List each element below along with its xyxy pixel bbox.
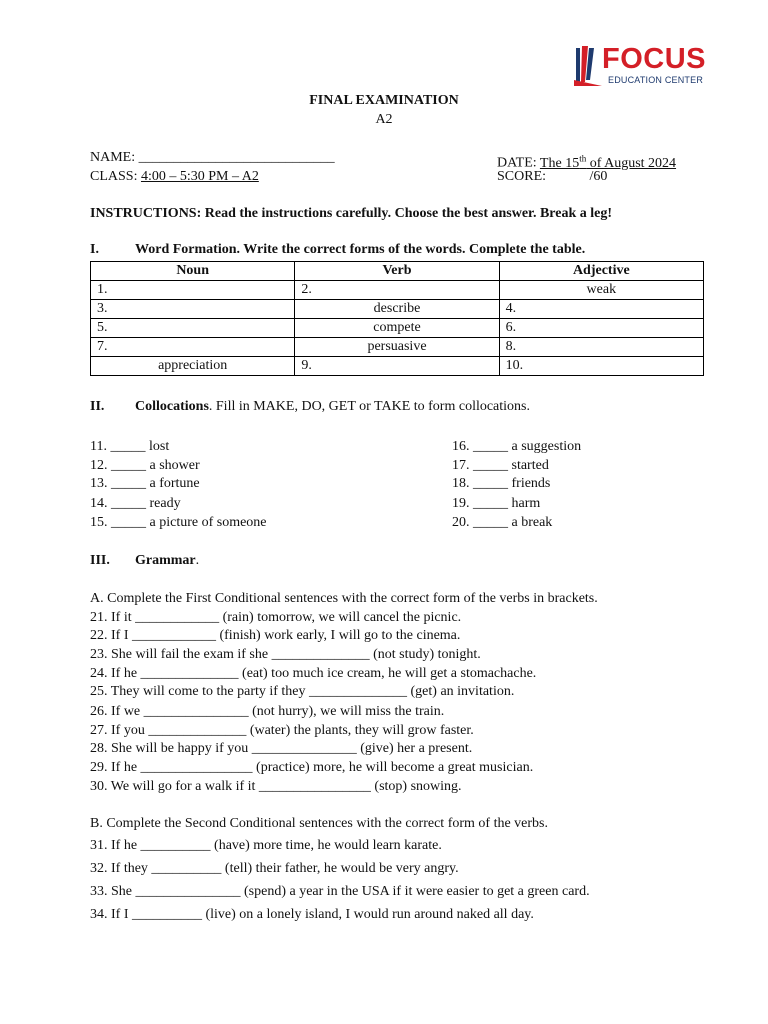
score-value: /60 <box>589 169 608 184</box>
table-cell[interactable]: 1. <box>91 281 295 300</box>
logo-subtitle: EDUCATION CENTER <box>608 75 704 85</box>
table-cell: compete <box>295 319 499 338</box>
question-line: 26. If we _______________ (not hurry), we will miss the train. <box>90 704 445 719</box>
question-line: 34. If I __________ (live) on a lonely island, I would run around naked all day. <box>90 907 534 922</box>
name-label: NAME: <box>90 150 136 165</box>
question-line: 29. If he ________________ (practice) more, he will become a great musician. <box>90 760 534 775</box>
class-row <box>90 168 259 186</box>
table-cell[interactable]: 7. <box>91 338 295 357</box>
table-row <box>91 300 704 319</box>
logo-wordmark: FOCUS <box>602 43 706 75</box>
question-line: 31. If he __________ (have) more time, he would learn karate. <box>90 838 442 853</box>
question-line: 33. She _______________ (spend) a year in the USA if it were easier to get a green card. <box>90 884 590 899</box>
exam-title: FINAL EXAMINATION <box>309 93 459 108</box>
word-formation-table <box>90 261 704 376</box>
question-line: 23. She will fail the exam if she ______________ (not study) tonight. <box>90 647 481 662</box>
class-value: 4:00 – 5:30 PM – A2 <box>140 169 259 184</box>
table-cell: describe <box>295 300 499 319</box>
table-cell[interactable]: 6. <box>499 319 703 338</box>
question-line: 27. If you ______________ (water) the plants, they will grow faster. <box>90 723 474 738</box>
list-item: 14. _____ ready <box>90 496 181 511</box>
instructions: INSTRUCTIONS: Read the instructions carefully. Choose the best answer. Break a leg! <box>90 206 613 221</box>
list-item: 12. _____ a shower <box>90 458 200 473</box>
table-cell[interactable]: 9. <box>295 357 499 376</box>
question-line: 22. If I ____________ (finish) work early, I will go to the cinema. <box>90 628 461 643</box>
section-3-title: Grammar. <box>135 553 200 568</box>
list-item: 15. _____ a picture of someone <box>90 515 267 530</box>
list-item: 16. _____ a suggestion <box>452 439 582 454</box>
score-row <box>497 168 607 186</box>
question-line: 21. If it ____________ (rain) tomorrow, we will cancel the picnic. <box>90 610 462 625</box>
list-item: 18. _____ friends <box>452 476 551 491</box>
table-row <box>91 338 704 357</box>
section-1-number: I. <box>90 242 99 257</box>
col-adjective: Adjective <box>499 262 703 281</box>
question-line: 25. They will come to the party if they ______________ (get) an invitation. <box>90 684 515 699</box>
list-item: 13. _____ a fortune <box>90 476 200 491</box>
table-row <box>91 281 704 300</box>
question-line: 24. If he ______________ (eat) too much ice cream, he will get a stomachache. <box>90 666 537 681</box>
table-header-row <box>91 262 704 281</box>
list-item: 17. _____ started <box>452 458 549 473</box>
question-line: 28. She will be happy if you _______________ (give) her a present. <box>90 741 473 756</box>
table-cell[interactable]: 3. <box>91 300 295 319</box>
section-3-number: III. <box>90 553 110 568</box>
part-a-instruction: A. Complete the First Conditional sentences with the correct form of the verbs in brackets. <box>90 591 598 606</box>
class-label: CLASS: <box>90 169 138 184</box>
table-cell: appreciation <box>91 357 295 376</box>
logo-mark-icon <box>572 42 606 86</box>
part-b-instruction: B. Complete the Second Conditional sentences with the correct form of the verbs. <box>90 816 548 831</box>
date-value: The 15th of August 2024 <box>539 153 677 171</box>
table-cell[interactable]: 4. <box>499 300 703 319</box>
section-2-number: II. <box>90 399 105 414</box>
date-label: DATE: <box>497 155 537 171</box>
list-item: 11. _____ lost <box>90 439 170 454</box>
section-1-title: Word Formation. Write the correct forms of the words. Complete the table. <box>135 242 586 257</box>
section-2-title: Collocations. Fill in MAKE, DO, GET or TAKE to form collocations. <box>135 399 531 414</box>
col-noun: Noun <box>91 262 295 281</box>
table-row <box>91 357 704 376</box>
focus-logo <box>572 40 714 88</box>
table-cell[interactable]: 2. <box>295 281 499 300</box>
table-cell[interactable]: 8. <box>499 338 703 357</box>
table-cell: persuasive <box>295 338 499 357</box>
list-item: 20. _____ a break <box>452 515 553 530</box>
list-item: 19. _____ harm <box>452 496 541 511</box>
name-blank[interactable]: ____________________________ <box>138 150 335 165</box>
table-cell: weak <box>499 281 703 300</box>
question-line: 30. We will go for a walk if it ________________ (stop) snowing. <box>90 779 462 794</box>
table-row <box>91 319 704 338</box>
table-cell[interactable]: 5. <box>91 319 295 338</box>
name-row <box>90 149 335 167</box>
col-verb: Verb <box>295 262 499 281</box>
score-label: SCORE: <box>497 169 547 184</box>
table-cell[interactable]: 10. <box>499 357 703 376</box>
question-line: 32. If they __________ (tell) their father, he would be very angry. <box>90 861 459 876</box>
exam-level: A2 <box>375 112 393 127</box>
